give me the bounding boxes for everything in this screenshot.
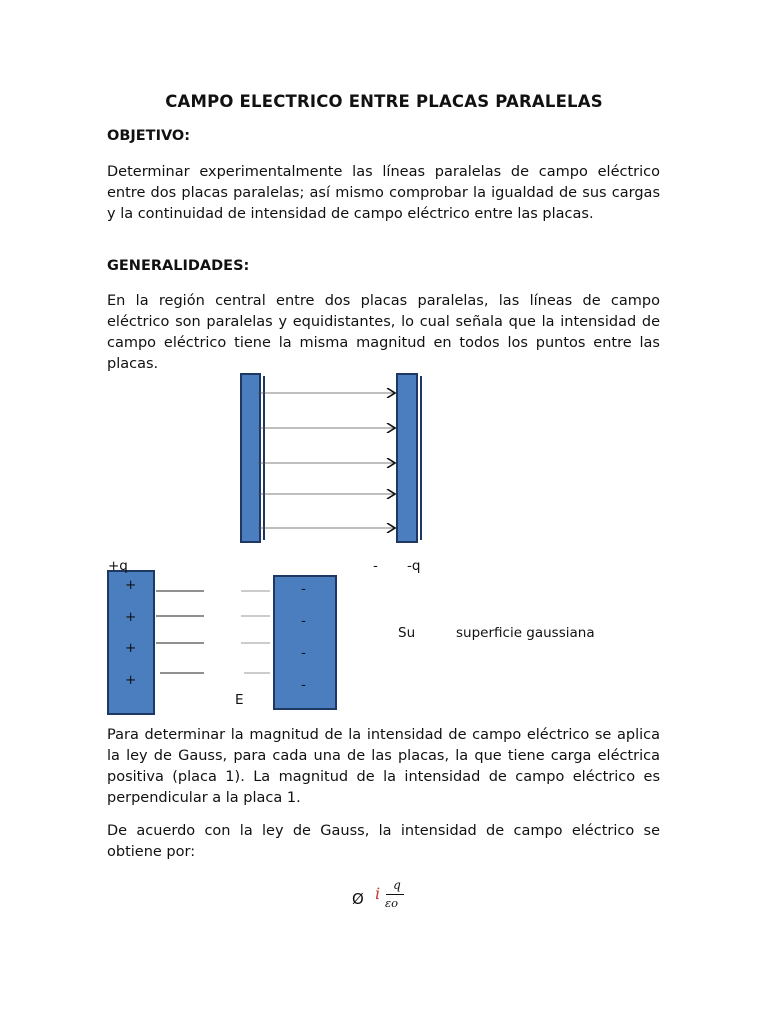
formula-denominator: εo [385, 896, 399, 910]
plus-sign: + [125, 640, 137, 656]
minus-sign: - [301, 677, 306, 693]
field-e-label: E [235, 692, 244, 708]
positive-charge-label: +q [108, 558, 128, 574]
minus-sign: - [301, 613, 306, 629]
objetivo-paragraph: Determinar experimentalmente las líneas paralelas de campo eléctrico entre dos placas paralelas; así mismo comprobar la igualdad de sus cargas y la continuidad de intensidad de campo eléctrico entre las placas. [107, 164, 660, 222]
negative-charge-label: -q [407, 558, 421, 574]
fraction-bar [386, 894, 404, 895]
minus-sign: - [301, 581, 306, 597]
plus-sign: + [125, 577, 137, 593]
su-label: Su [398, 625, 416, 641]
page-title: CAMPO ELECTRICO ENTRE PLACAS PARALELAS [165, 92, 603, 111]
positive-plate [241, 374, 260, 542]
plus-sign: + [125, 672, 137, 688]
minus-sign: - [301, 645, 306, 661]
plate-field-lines [156, 591, 270, 673]
gauss-paragraph: Para determinar la magnitud de la intensidad de campo eléctrico se aplica la ley de Gauss, para cada una de las placas, la que tiene carga eléctrica positiva (placa 1). La magnitud de la intensidad de campo eléctrico es perpendicular a la placa 1. [107, 727, 660, 806]
field-lines [258, 393, 395, 528]
generalidades-paragraph: En la región central entre dos placas paralelas, las líneas de campo eléctrico son paralelas y equidistantes, lo cual señala que la intensidad de campo eléctrico tiene la misma magnitud en todos los puntos entre las placas. [107, 293, 660, 372]
gauss-formula [352, 878, 422, 914]
formula-numerator: q [393, 878, 401, 892]
gauss-formula-intro: De acuerdo con la ley de Gauss, la intensidad de campo eléctrico se obtiene por: [107, 823, 660, 860]
flux-symbol: Ø [352, 890, 364, 908]
plus-sign: + [125, 609, 137, 625]
objetivo-heading: OBJETIVO: [107, 128, 191, 144]
generalidades-heading: GENERALIDADES: [107, 258, 250, 274]
negative-plate [397, 374, 417, 542]
dash-label: - [373, 558, 378, 574]
formula-symbol: i [375, 884, 381, 903]
gaussian-surface-label: superficie gaussiana [456, 625, 595, 641]
